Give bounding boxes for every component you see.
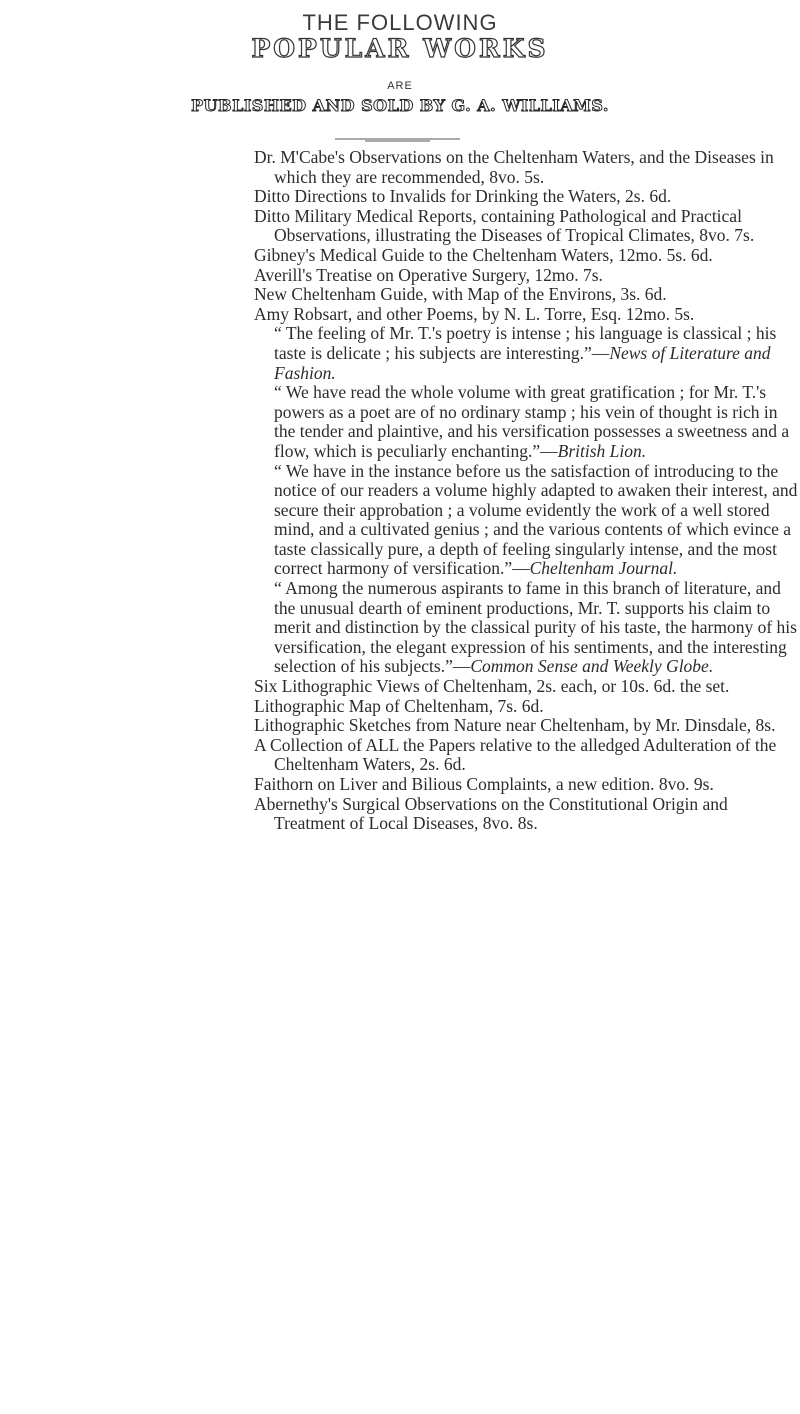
review-text: “ We have read the whole volume with great gratification ; for Mr. T.'s powers as a poet are of no ordinary stamp ; his vein of thought is rich in the tender and plaintive, and his versification possesses a sweetness and a flow, which is peculiarly enchanting.”— — [274, 382, 790, 461]
review-text: “ Among the numerous aspirants to fame in this branch of literature, and the unusual dearth of eminent productions, Mr. T. supports his claim to merit and distinction by the classical purity of his taste, the harmony of his versification, the elegant expression of his sentiments, and the interesting selection of his subjects.”— — [274, 578, 797, 677]
book-entry: Faithorn on Liver and Bilious Complaints, a new edition. 8vo. 9s. — [254, 774, 714, 794]
review-quote — [254, 324, 800, 383]
book-entry: A Collection of ALL the Papers relative to the alledged Adulteration of the Cheltenham Waters, 2s. 6d. — [254, 734, 777, 775]
heading-are: ARE — [387, 80, 413, 92]
book-entry: Amy Robsart, and other Poems, by N. L. Torre, Esq. 12mo. 5s. — [254, 303, 695, 324]
review-quote — [254, 383, 800, 461]
book-entry: Ditto Directions to Invalids for Drinking the Waters, 2s. 6d. — [254, 186, 672, 207]
book-entry: Ditto Military Medical Reports, containing Pathological and Practical Observations, illustrating the Diseases of Tropical Climates, 8vo. 7s. — [254, 205, 755, 246]
heading-published-by: PUBLISHED AND SOLD BY G. A. WILLIAMS. — [191, 96, 609, 115]
review-quote — [254, 462, 800, 580]
book-entry: Dr. M'Cabe's Observations on the Cheltenham Waters, and the Diseases in which they are recommended, 8vo. 5s. — [254, 147, 774, 187]
decorative-rule — [335, 137, 460, 143]
book-entry: Averill's Treatise on Operative Surgery, 12mo. 7s. — [254, 264, 603, 285]
review-text: “ The feeling of Mr. T.'s poetry is intense ; his language is classical ; his taste is delicate ; his subjects are interesting.”— — [274, 323, 777, 363]
book-entry: Six Lithographic Views of Cheltenham, 2s. each, or 10s. 6d. the set. — [254, 676, 730, 697]
review-source: Cheltenham Journal. — [529, 558, 678, 579]
review-source: News of Literature and Fashion. — [274, 342, 771, 383]
book-entry: Lithographic Map of Cheltenham, 7s. 6d. — [254, 695, 544, 716]
book-entry: Abernethy's Surgical Observations on the Constitutional Origin and Treatment of Local Diseases, 8vo. 8s. — [254, 793, 728, 834]
book-entry: New Cheltenham Guide, with Map of the Environs, 3s. 6d. — [254, 284, 667, 305]
book-entry: Gibney's Medical Guide to the Cheltenham Waters, 12mo. 5s. 6d. — [254, 244, 713, 265]
book-list — [254, 148, 800, 834]
review-source: Common Sense and Weekly Globe. — [470, 656, 714, 677]
review-source: British Lion. — [557, 440, 647, 461]
book-entry: Lithographic Sketches from Nature near Cheltenham, by Mr. Dinsdale, 8s. — [254, 715, 776, 736]
review-quote — [254, 579, 800, 677]
heading-popular-works: POPULAR WORKS — [251, 34, 549, 63]
heading-the-following: THE FOLLOWING — [302, 10, 498, 35]
review-text: “ We have in the instance before us the satisfaction of introducing to the notice of our readers a volume highly adapted to awaken their interest, and secure their approbation ; a volume evidently the work of a well stored mind, and a cultivated genius ; and the various contents of which evince a taste classically pure, a depth of feeling singularly intense, and the most correct harmony of versification.”— — [274, 460, 798, 579]
